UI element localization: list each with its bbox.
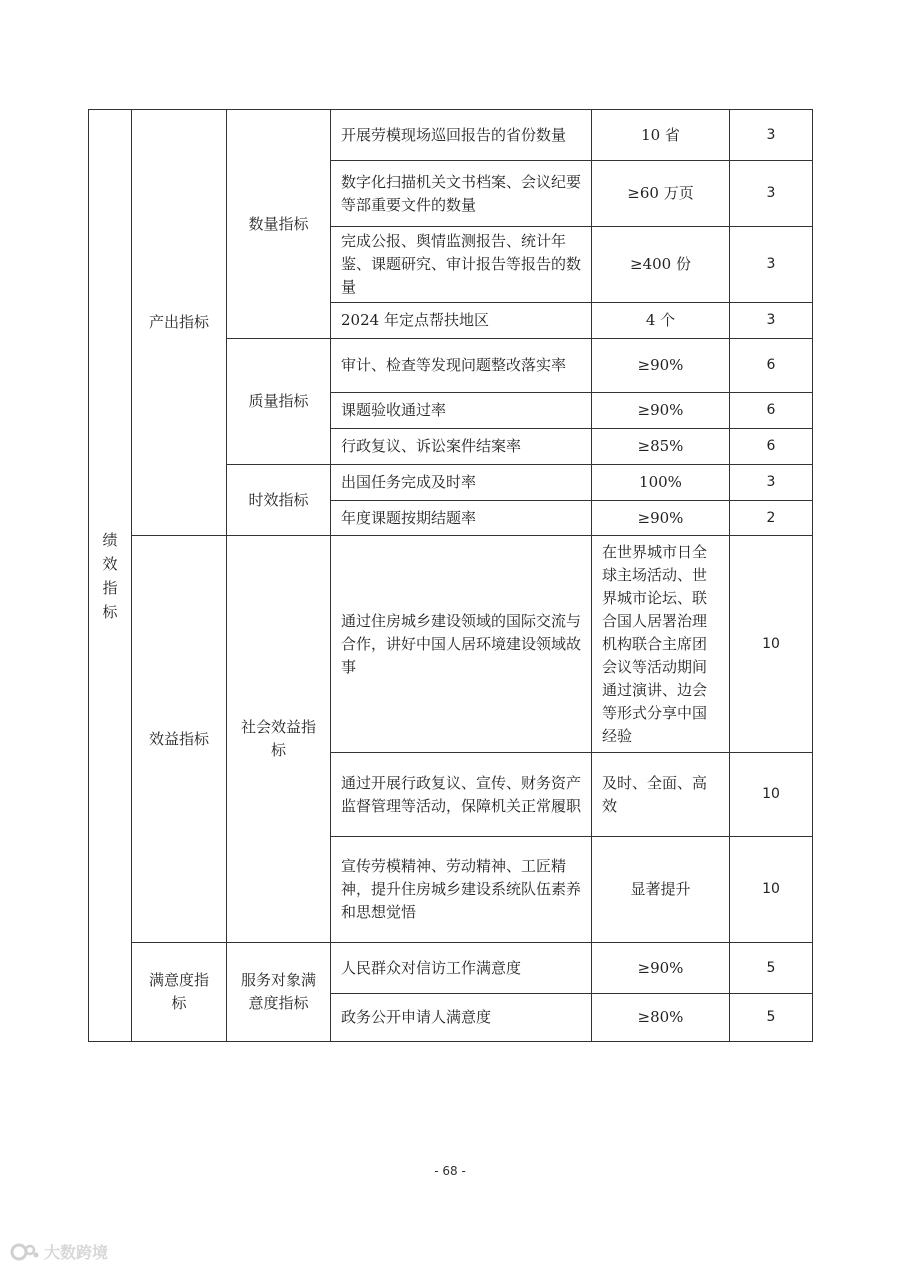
indicator-text: 行政复议、诉讼案件结案率 [341,437,522,455]
table-row-score [729,836,812,942]
indicator-text: 课题验收通过率 [341,401,447,419]
subgroup-timeliness-cell [226,464,330,535]
value-text: ≥90% [637,508,684,527]
value-text: ≥90% [637,401,684,419]
table-row-score [729,428,812,464]
score-text: 3 [766,256,776,272]
watermark [10,1240,108,1263]
table-row-score [729,160,812,226]
table-row-indicator [330,109,591,160]
subgroup-quantity-cell [226,109,330,338]
table-row-value [591,428,729,464]
score-text: 6 [766,438,776,454]
table-row-score [729,226,812,302]
indicator-text: 通过开展行政复议、宣传、财务资产监督管理等活动，保障机关正常履职 [341,773,582,815]
table-row-value [591,338,729,392]
indicator-text: 人民群众对信访工作满意度 [341,958,522,977]
table-row-value [591,109,729,160]
table-row-indicator [330,942,591,993]
value-text: 4 个 [645,311,676,329]
value-text: 10 省 [641,125,680,144]
indicator-text: 2024 年定点帮扶地区 [341,311,489,329]
value-text: ≥60 万页 [627,184,694,202]
value-text: 及时、全面、高效 [602,773,708,815]
table-row-indicator [330,302,591,338]
subgroup-service-label: 服务对象满意度指标 [240,971,316,1012]
table-row-score [729,392,812,428]
table-row-indicator [330,338,591,392]
table-row-score [729,500,812,535]
table-row-indicator [330,226,591,302]
score-text: 10 [762,786,780,802]
table-row-value [591,942,729,993]
table-row-value [591,752,729,836]
indicator-text: 通过住房城乡建设领域的国际交流与合作，讲好中国人居环境建设领域故事 [341,611,582,676]
table-row-value [591,392,729,428]
table-row-indicator [330,836,591,942]
table-row-score [729,535,812,752]
indicator-text: 年度课题按期结题率 [341,508,477,527]
score-text: 10 [762,881,780,897]
table-row-value [591,993,729,1041]
watermark-text: 大数跨境 [44,1243,109,1262]
group-benefit-label: 效益指标 [148,729,209,748]
value-text: ≥90% [637,958,684,977]
table-row-score [729,752,812,836]
indicator-text: 政务公开申请人满意度 [341,1008,492,1026]
table-border-right [812,109,813,1042]
subgroup-quality-cell [226,338,330,464]
score-text: 2 [766,509,776,526]
value-text: ≥85% [637,437,684,455]
table-row-score [729,993,812,1041]
table-row-value [591,226,729,302]
group-satisfaction-cell [131,942,226,1041]
group-satisfaction-label: 满意度指标 [148,971,209,1012]
table-row-score [729,302,812,338]
value-text: ≥90% [637,356,684,374]
value-text: ≥80% [637,1008,684,1026]
table-row-indicator [330,993,591,1041]
table-row-score [729,942,812,993]
score-text: 10 [762,635,780,652]
table-border-bottom [88,1041,813,1042]
table-row-score [729,464,812,500]
table-row-indicator [330,535,591,752]
table-row-score [729,338,812,392]
indicator-text: 出国任务完成及时率 [341,473,477,491]
table-row-indicator [330,752,591,836]
level1-cell [88,109,131,1041]
subgroup-service-cell [226,942,330,1041]
indicator-text: 开展劳模现场巡回报告的省份数量 [341,125,567,144]
score-text: 3 [766,474,776,490]
value-text: 在世界城市日全球主场活动、世界城市论坛、联合国人居署治理机构联合主席团会议等活动期间通过演讲、边会等形式分享中国经验 [602,542,708,745]
table-row-value [591,500,729,535]
table-row-indicator [330,160,591,226]
table-row-indicator [330,392,591,428]
level1-label: 绩效指标 [102,530,118,621]
group-benefit-cell [131,535,226,942]
indicator-text: 完成公报、舆情监测报告、统计年鉴、课题研究、审计报告等报告的数量 [341,232,582,296]
score-text: 3 [766,312,776,328]
indicator-text: 宣传劳模精神、劳动精神、工匠精神，提升住房城乡建设系统队伍素养和思想觉悟 [341,857,582,921]
table-row-indicator [330,500,591,535]
table-row-value [591,836,729,942]
table-row-indicator [330,464,591,500]
table-row-value [591,160,729,226]
score-text: 3 [766,126,776,143]
subgroup-quantity-label: 数量指标 [248,214,309,233]
table-row-score [729,109,812,160]
table-row-value [591,302,729,338]
indicator-text: 数字化扫描机关文书档案、会议纪要等部重要文件的数量 [341,172,582,214]
value-text: ≥400 份 [630,255,691,273]
score-text: 5 [766,959,776,976]
indicator-text: 审计、检查等发现问题整改落实率 [341,356,567,374]
page-number: - 68 - [434,1164,466,1178]
subgroup-social-label: 社会效益指标 [240,718,316,759]
group-output-cell [131,109,226,535]
table-row-value [591,464,729,500]
group-output-label: 产出指标 [148,313,209,331]
value-text: 100% [639,473,682,491]
subgroup-timeliness-label: 时效指标 [248,490,309,509]
subgroup-quality-label: 质量指标 [248,392,309,410]
score-text: 6 [766,402,776,418]
table-row-indicator [330,428,591,464]
watermark-logo-icon [10,1241,40,1263]
score-text: 3 [766,185,776,201]
score-text: 6 [766,357,776,373]
subgroup-social-cell [226,535,330,942]
score-text: 5 [766,1009,776,1025]
table-row-value [591,535,729,752]
value-text: 显著提升 [630,880,691,898]
